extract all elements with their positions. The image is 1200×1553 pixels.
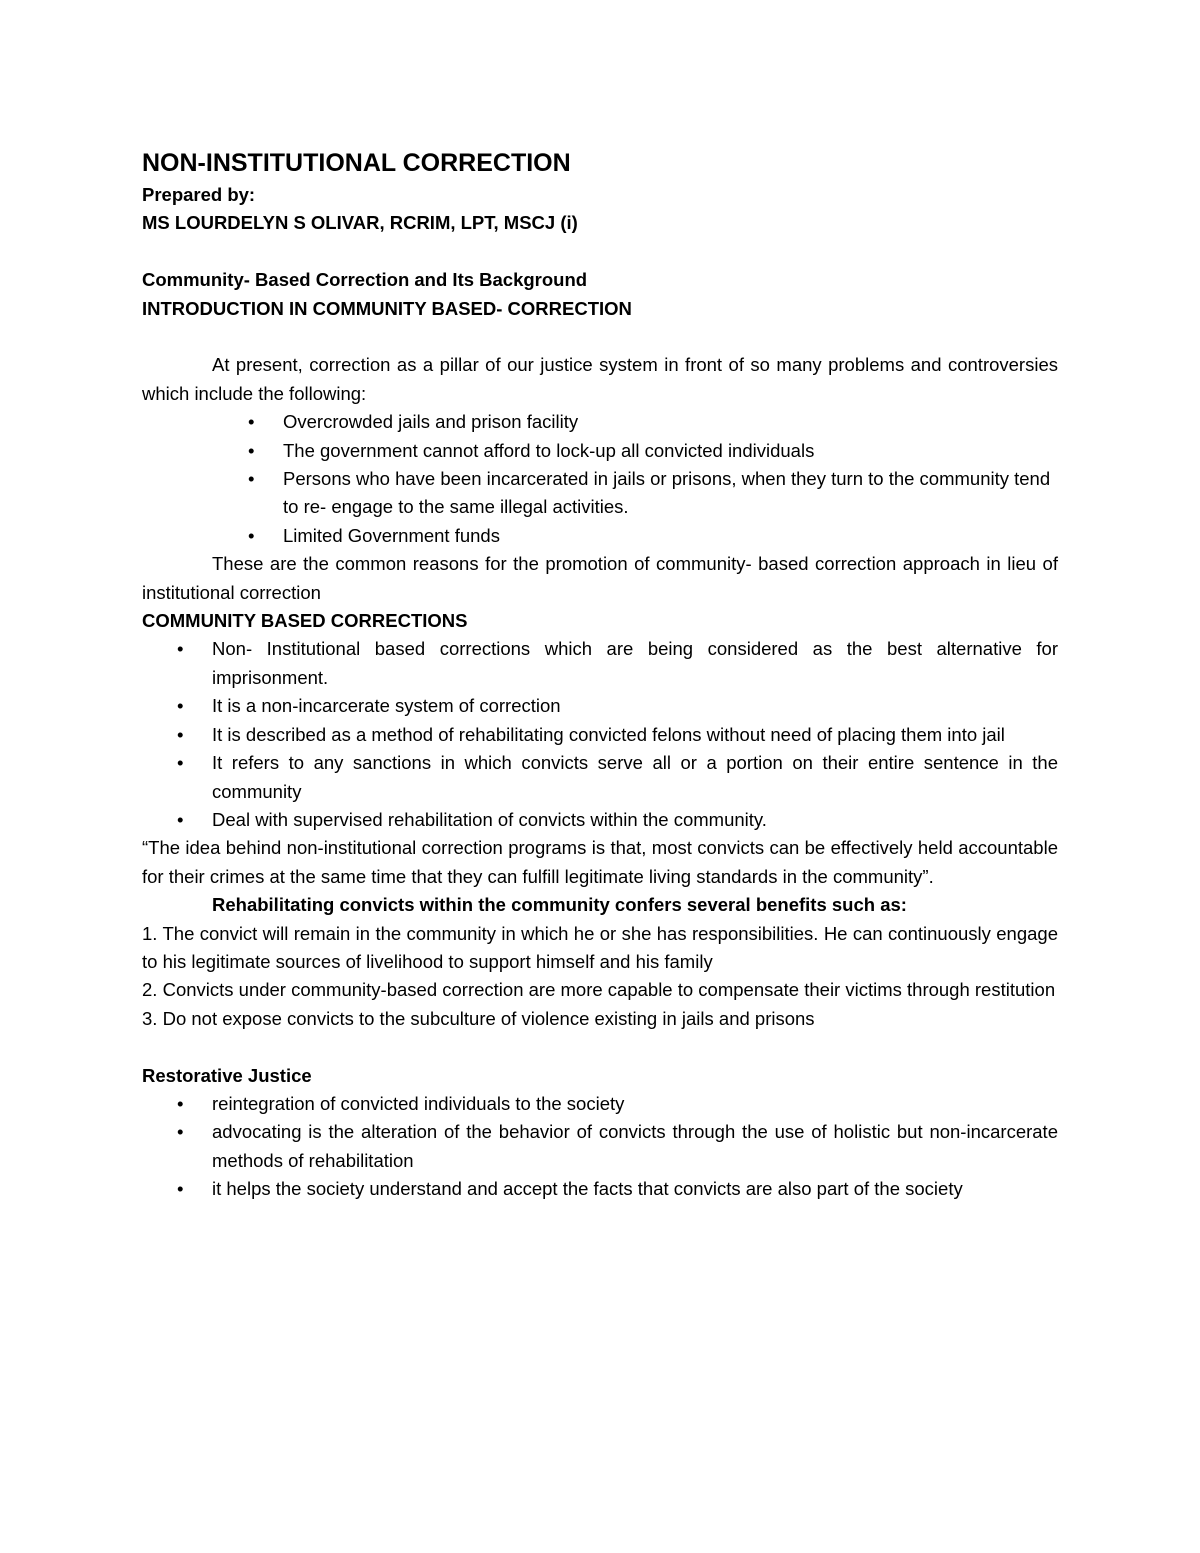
list-item xyxy=(142,408,1058,436)
bullet-icon: • xyxy=(248,524,255,546)
benefit-text: Convicts under community-based correction are more capable to compensate their victims through restitution xyxy=(162,979,1056,1001)
bullet-icon: • xyxy=(177,1092,184,1114)
restorative-justice-heading: Restorative Justice xyxy=(142,1064,312,1086)
list-item-text: it helps the society understand and accept the facts that convicts are also part of the society xyxy=(212,1178,963,1200)
list-item xyxy=(142,1175,1058,1203)
benefit-item xyxy=(142,1005,1058,1033)
list-item-text: It is a non-incarcerate system of correction xyxy=(212,695,561,717)
spacer xyxy=(142,1033,1058,1061)
list-item xyxy=(142,465,1058,522)
bullet-icon: • xyxy=(177,808,184,830)
author-line: MS LOURDELYN S OLIVAR, RCRIM, LPT, MSCJ (i) xyxy=(142,212,578,234)
list-item xyxy=(142,721,1058,749)
reasons-paragraph: These are the common reasons for the promotion of community- based correction approach in lieu of institutional correction xyxy=(142,553,1058,603)
list-item xyxy=(142,1118,1058,1175)
bullet-icon: • xyxy=(177,695,184,717)
list-item xyxy=(142,806,1058,834)
benefit-number: 2. xyxy=(142,979,158,1001)
benefit-text: Do not expose convicts to the subculture of violence existing in jails and prisons xyxy=(162,1007,815,1029)
document-title: NON-INSTITUTIONAL CORRECTION xyxy=(142,149,571,177)
list-item-text: Non- Institutional based corrections which are being considered as the best alternative for imprisonment. xyxy=(212,638,1058,688)
cbc-list xyxy=(142,635,1058,834)
section-subheading-introduction: INTRODUCTION IN COMMUNITY BASED- CORRECTION xyxy=(142,297,632,319)
quote-paragraph: “The idea behind non-institutional correction programs is that, most convicts can be effectively held accountable for their crimes at the same time that they can fulfill legitimate living standards in the community”. xyxy=(142,837,1058,887)
list-item xyxy=(142,635,1058,692)
bullet-icon: • xyxy=(248,468,255,490)
bullet-icon: • xyxy=(177,1178,184,1200)
bullet-icon: • xyxy=(177,723,184,745)
benefit-item xyxy=(142,920,1058,977)
list-item xyxy=(142,437,1058,465)
bullet-icon: • xyxy=(248,439,255,461)
list-item-text: Deal with supervised rehabilitation of convicts within the community. xyxy=(212,808,767,830)
benefit-number: 1. xyxy=(142,922,158,944)
bullet-icon: • xyxy=(177,752,184,774)
list-item xyxy=(142,1090,1058,1118)
cbc-heading: COMMUNITY BASED CORRECTIONS xyxy=(142,610,468,632)
list-item xyxy=(142,692,1058,720)
bullet-icon: • xyxy=(177,1121,184,1143)
list-item-text: advocating is the alteration of the behavior of convicts through the use of holistic but non-incarcerate methods of rehabilitation xyxy=(212,1121,1058,1171)
list-item xyxy=(142,522,1058,550)
list-item-text: Limited Government funds xyxy=(283,524,500,546)
problems-list xyxy=(142,408,1058,550)
restorative-justice-list xyxy=(142,1090,1058,1204)
list-item-text: It refers to any sanctions in which convicts serve all or a portion on their entire sentence in the community xyxy=(212,752,1058,802)
spacer xyxy=(142,238,1058,266)
benefit-item xyxy=(142,976,1058,1004)
section-heading-background: Community- Based Correction and Its Background xyxy=(142,269,588,291)
list-item-text: Overcrowded jails and prison facility xyxy=(283,411,579,433)
intro-paragraph: At present, correction as a pillar of our justice system in front of so many problems and controversies which include the following: xyxy=(142,354,1058,404)
list-item-text: The government cannot afford to lock-up all convicted individuals xyxy=(283,439,815,461)
bullet-icon: • xyxy=(177,638,184,660)
document-body xyxy=(142,148,1058,1204)
prepared-by-label: Prepared by: xyxy=(142,184,256,205)
list-item-text: reintegration of convicted individuals to the society xyxy=(212,1092,625,1114)
list-item xyxy=(142,749,1058,806)
benefits-heading: Rehabilitating convicts within the community confers several benefits such as: xyxy=(212,894,907,916)
benefit-number: 3. xyxy=(142,1007,158,1029)
list-item-text: It is described as a method of rehabilitating convicted felons without need of placing them into jail xyxy=(212,723,1005,745)
list-item-text: Persons who have been incarcerated in jails or prisons, when they turn to the community tend to re- engage to the same illegal activities. xyxy=(283,468,1051,518)
spacer xyxy=(142,323,1058,351)
benefit-text: The convict will remain in the community in which he or she has responsibilities. He can continuously engage to his legitimate sources of livelihood to support himself and his family xyxy=(142,922,1058,972)
bullet-icon: • xyxy=(248,411,255,433)
